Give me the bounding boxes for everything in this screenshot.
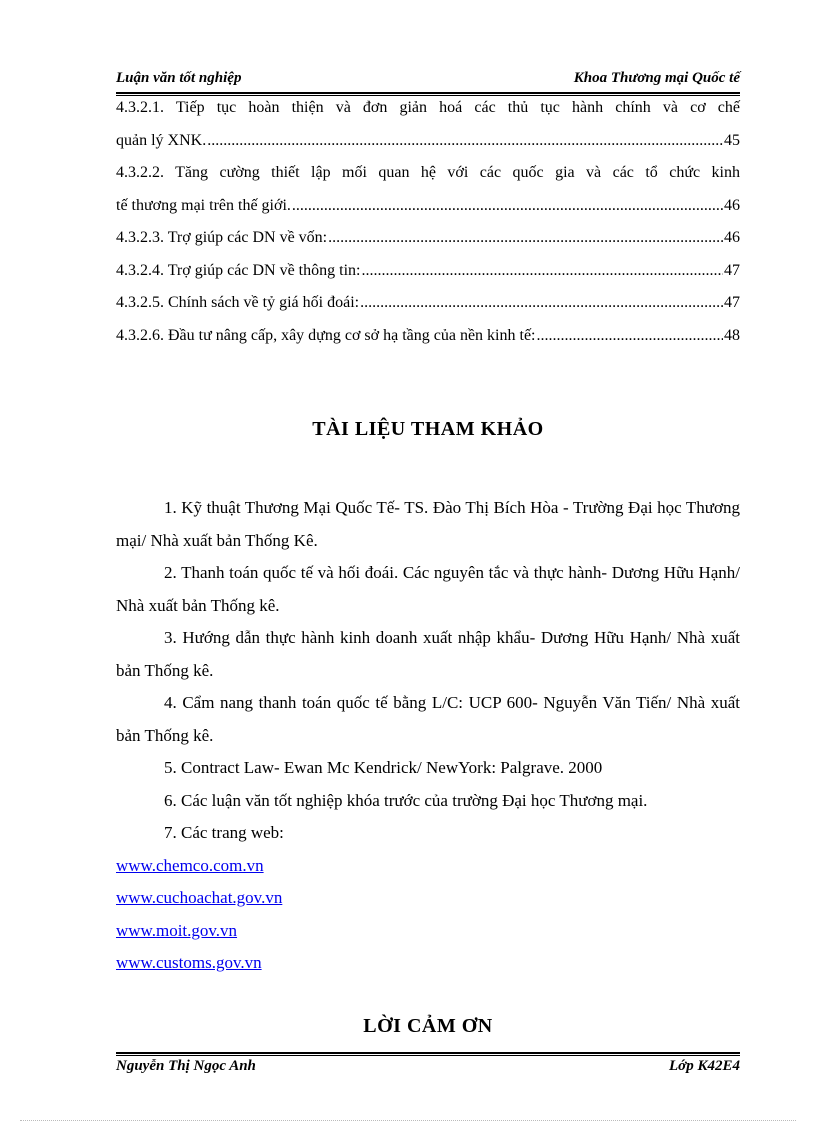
link-chemco[interactable]: www.chemco.com.vn [116, 855, 264, 875]
toc-entry-title: 4.3.2.2. Tăng cường thiết lập mối quan hệ với các quốc gia và các tổ chức kinh [116, 164, 740, 181]
header-thesis-label: Luận văn tốt nghiệp [116, 70, 242, 86]
toc-leader [328, 222, 723, 255]
toc-entry[interactable] [116, 157, 740, 222]
table-of-contents [116, 92, 740, 352]
toc-leader [361, 255, 723, 288]
page-header [116, 70, 740, 92]
toc-page-number: 46 [724, 196, 740, 214]
toc-entry-title: 4.3.2.6. Đầu tư nâng cấp, xây dựng cơ sở hạ tầng của nền kinh tế: [116, 326, 536, 344]
website-links [116, 850, 740, 980]
toc-leader [360, 287, 723, 320]
toc-page-number: 47 [724, 261, 740, 279]
references-heading: TÀI LIỆU THAM KHẢO [312, 418, 544, 440]
reference-item: 6. Các luận văn tốt nghiệp khóa trước của trường Đại học Thương mại. [164, 790, 648, 810]
toc-page-number: 47 [724, 294, 740, 311]
toc-entry-title-cont: tế thương mại trên thế giới. [116, 196, 291, 214]
reference-item: 1. Kỹ thuật Thương Mại Quốc Tế- TS. Đào Thị Bích Hòa - Trường Đại học Thương mại/ Nhà xuất bản Thống Kê. [116, 498, 740, 550]
toc-leader [207, 125, 723, 158]
references-list [116, 492, 740, 980]
toc-entry-title: 4.3.2.4. Trợ giúp các DN về thông tin: [116, 261, 361, 279]
page-edge-divider [20, 1120, 796, 1122]
reference-item: 7. Các trang web: [164, 823, 284, 842]
toc-entry-title: 4.3.2.1. Tiếp tục hoàn thiện và đơn giản hoá các thủ tục hành chính và cơ chế [116, 99, 740, 116]
footer-author: Nguyễn Thị Ngọc Anh [116, 1058, 256, 1074]
link-moit[interactable]: www.moit.gov.vn [116, 920, 238, 940]
toc-entry[interactable] [116, 255, 740, 288]
toc-entry-title-cont: quản lý XNK. [116, 131, 207, 149]
reference-item: 3. Hướng dẫn thực hành kinh doanh xuất nhập khẩu- Dương Hữu Hạnh/ Nhà xuất bản Thống kê. [116, 628, 740, 680]
footer-divider [116, 1052, 740, 1054]
toc-entry-title: 4.3.2.5. Chính sách về tỷ giá hối đoái: [116, 294, 360, 311]
toc-page-number: 46 [724, 229, 740, 246]
reference-item: 5. Contract Law- Ewan Mc Kendrick/ NewYork: Palgrave. 2000 [164, 758, 603, 777]
reference-item: 4. Cẩm nang thanh toán quốc tế bằng L/C: UCP 600- Nguyễn Văn Tiến/ Nhà xuất bản Thống kê. [116, 693, 740, 745]
toc-leader [537, 320, 724, 353]
toc-entry-title: 4.3.2.3. Trợ giúp các DN về vốn: [116, 229, 328, 246]
toc-page-number: 48 [724, 326, 740, 344]
header-faculty-label: Khoa Thương mại Quốc tế [573, 70, 740, 86]
acknowledgement-heading: LỜI CẢM ƠN [363, 1015, 493, 1037]
toc-leader [292, 190, 723, 223]
link-customs[interactable]: www.customs.gov.vn [116, 953, 262, 972]
toc-entry[interactable] [116, 92, 740, 157]
toc-entry[interactable] [116, 320, 740, 353]
toc-entry[interactable] [116, 287, 740, 320]
toc-entry[interactable] [116, 222, 740, 255]
link-cuchoachat[interactable]: www.cuchoachat.gov.vn [116, 888, 283, 907]
footer-divider-thin [116, 1055, 740, 1056]
reference-item: 2. Thanh toán quốc tế và hối đoái. Các nguyên tắc và thực hành- Dương Hữu Hạnh/ Nhà xuất bản Thống kê. [116, 563, 740, 615]
page-footer [116, 1058, 740, 1078]
toc-page-number: 45 [724, 131, 740, 149]
footer-class: Lớp K42E4 [669, 1058, 740, 1074]
